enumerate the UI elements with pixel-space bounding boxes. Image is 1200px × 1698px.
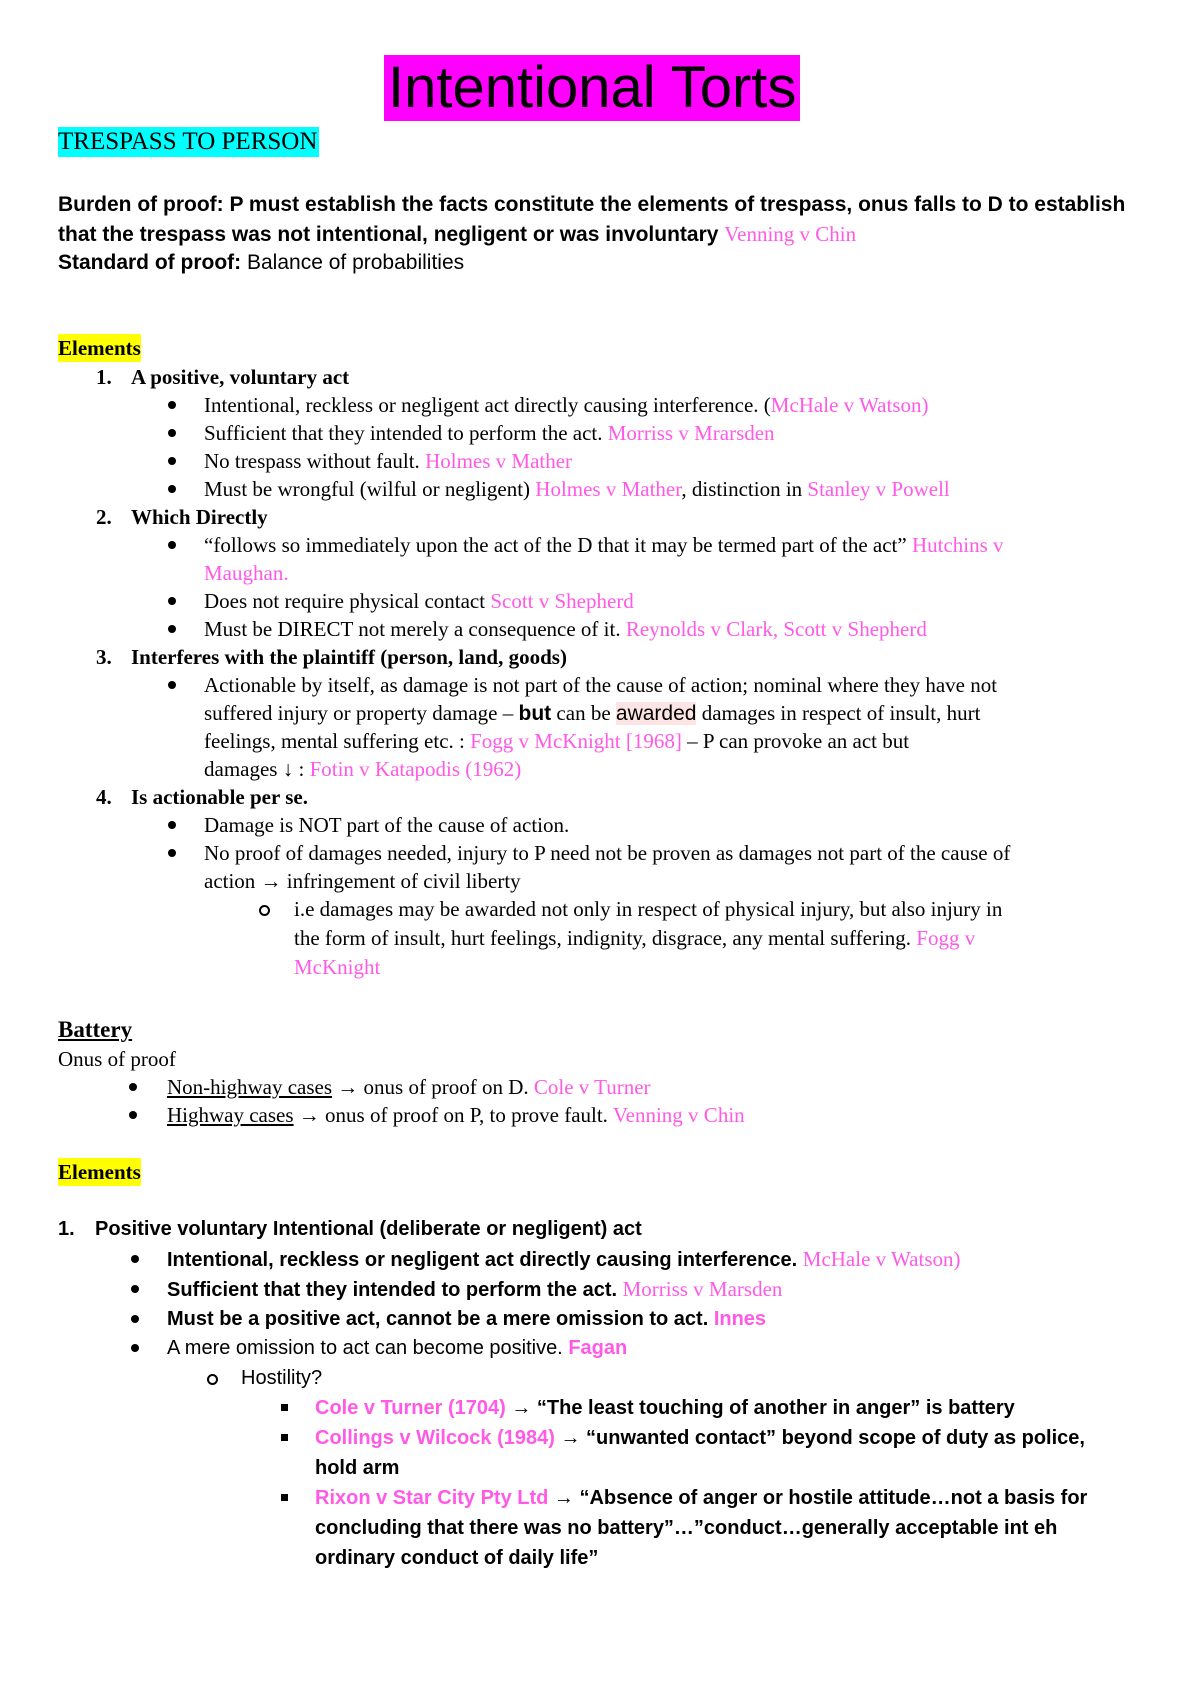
burden-line-2 (58, 220, 856, 249)
element-title: Which Directly (131, 505, 268, 529)
list-item: Damage is NOT part of the cause of action. (204, 813, 570, 837)
bullet-dot (168, 401, 176, 409)
sub-sub-list-item: Rixon v Star City Pty Ltd → “Absence of anger or hostile attitude…not a basis for (315, 1487, 1088, 1509)
sub-list-item: Hostility? (241, 1367, 323, 1389)
bullet-dot (131, 1255, 139, 1263)
standard-line (58, 249, 464, 277)
sub-list-item: i.e damages may be awarded not only in respect of physical injury, but also injury in (294, 897, 1003, 921)
standard-label: Standard of proof: (58, 251, 242, 274)
list-item: Must be a positive act, cannot be a mere omission to act. Innes (167, 1308, 767, 1330)
square-bullet (281, 1494, 288, 1501)
list-item: Intentional, reckless or negligent act directly causing interference. (McHale v Watson) (204, 393, 929, 417)
sub-sub-list-item-continuation: concluding that there was no battery”…”conduct…generally acceptable int eh (315, 1517, 1058, 1539)
list-item-continuation: Maughan. (204, 561, 289, 585)
list-item: Non-highway cases → onus of proof on D. Cole v Turner (167, 1075, 651, 1099)
bullet-dot (168, 625, 176, 633)
list-item: Sufficient that they intended to perform the act. Morriss v Marsden (167, 1277, 783, 1301)
circle-bullet (259, 905, 270, 916)
list-item: A mere omission to act can become positive. Fagan (167, 1337, 628, 1359)
battery-elements-heading: Elements (58, 1160, 141, 1184)
bullet-dot (168, 597, 176, 605)
bullet-dot (131, 1344, 139, 1352)
square-bullet (281, 1434, 288, 1441)
bullet-dot (168, 541, 176, 549)
element-number: 2. (96, 505, 112, 529)
element-number: 3. (96, 645, 112, 669)
list-item-continuation: action → infringement of civil liberty (204, 869, 521, 893)
list-item: Highway cases → onus of proof on P, to prove fault. Venning v Chin (167, 1103, 745, 1127)
bullet-dot (168, 429, 176, 437)
element-number: 4. (96, 785, 112, 809)
sub-sub-list-item: Cole v Turner (1704) → “The least touching of another in anger” is battery (315, 1397, 1015, 1419)
battery-heading: Battery (58, 1017, 133, 1042)
bullet-dot (168, 485, 176, 493)
burden-line-1 (58, 191, 1125, 219)
bullet-dot (131, 1315, 139, 1323)
list-item-continuation: damages ↓ : Fotin v Katapodis (1962) (204, 757, 522, 781)
bullet-dot (168, 821, 176, 829)
element-title: A positive, voluntary act (131, 365, 350, 389)
circle-bullet (207, 1374, 218, 1385)
list-item-continuation: feelings, mental suffering etc. : Fogg v McKnight [1968] – P can provoke an act but (204, 729, 910, 753)
page-title: Intentional Torts (384, 55, 800, 121)
sub-list-item-continuation: McKnight (294, 955, 381, 979)
bullet-dot (168, 681, 176, 689)
bullet-dot (129, 1111, 137, 1119)
standard-text: Balance of probabilities (241, 251, 465, 274)
list-item-continuation: suffered injury or property damage – but can be awarded damages in respect of insult, hurt (204, 701, 981, 725)
burden-label: Burden of proof: (58, 193, 224, 216)
bullet-dot (168, 457, 176, 465)
element-number: 1. (96, 365, 112, 389)
list-item: No proof of damages needed, injury to P need not be proven as damages not part of the cause of (204, 841, 1011, 865)
bullet-dot (131, 1285, 139, 1293)
element-title: Interferes with the plaintiff (person, land, goods) (131, 645, 567, 669)
element-title: Positive voluntary Intentional (deliberate or negligent) act (95, 1218, 642, 1240)
square-bullet (281, 1404, 288, 1411)
onus-heading: Onus of proof (58, 1047, 176, 1071)
list-item: Sufficient that they intended to perform the act. Morriss v Mrarsden (204, 421, 775, 445)
sub-sub-list-item-continuation: ordinary conduct of daily life” (315, 1547, 599, 1569)
element-title: Is actionable per se. (131, 785, 308, 809)
list-item: Does not require physical contact Scott v Shepherd (204, 589, 634, 613)
element-number: 1. (58, 1218, 75, 1240)
list-item: Intentional, reckless or negligent act directly causing interference. McHale v Watson) (167, 1247, 961, 1271)
list-item: “follows so immediately upon the act of the D that it may be termed part of the act” Hutchins v (204, 533, 1004, 557)
elements-heading: Elements (58, 336, 141, 360)
burden-text-1: P must establish the facts constitute the elements of trespass, onus falls to D to establish (223, 193, 1126, 216)
list-item: No trespass without fault. Holmes v Mather (204, 449, 573, 473)
burden-text-2: that the trespass was not intentional, negligent or was involuntary (58, 223, 725, 246)
list-item: Actionable by itself, as damage is not part of the cause of action; nominal where they have not (204, 673, 998, 697)
sub-list-item-continuation: the form of insult, hurt feelings, indignity, disgrace, any mental suffering. Fogg v (294, 926, 976, 950)
section-heading: TRESPASS TO PERSON (58, 128, 318, 155)
case-reference: Venning v Chin (724, 222, 857, 246)
sub-sub-list-item-continuation: hold arm (315, 1457, 400, 1479)
bullet-dot (129, 1083, 137, 1091)
sub-sub-list-item: Collings v Wilcock (1984) → “unwanted contact” beyond scope of duty as police, (315, 1427, 1085, 1449)
list-item: Must be DIRECT not merely a consequence of it. Reynolds v Clark, Scott v Shepherd (204, 617, 927, 641)
bullet-dot (168, 849, 176, 857)
list-item: Must be wrongful (wilful or negligent) Holmes v Mather, distinction in Stanley v Powell (204, 477, 950, 501)
